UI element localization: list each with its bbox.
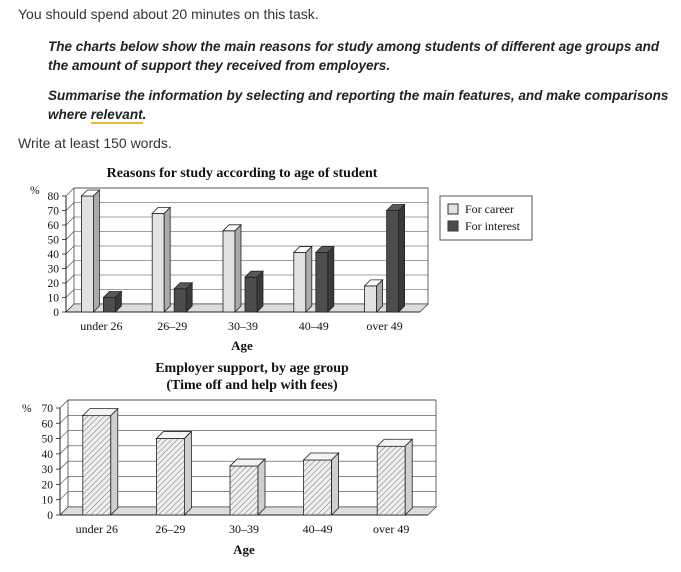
chart2-ytick-label: 10 (41, 494, 53, 507)
chart1-grid-diag (66, 290, 74, 298)
chart2-grid-diag (60, 461, 68, 469)
chart2-bar-front (230, 466, 258, 515)
chart1-title: Reasons for study according to age of student (106, 166, 378, 181)
chart2-bar-side (184, 432, 191, 515)
chart1-category-label: under 26 (80, 319, 123, 333)
chart1-plot (48, 188, 429, 333)
chart2-bar-side (258, 459, 265, 515)
chart2-category-label: 30–39 (229, 522, 259, 536)
chart1-ytick-label: 10 (47, 292, 59, 305)
chart1-ytick-label: 70 (47, 205, 59, 218)
chart2-bar-front (83, 416, 111, 515)
chart2-ytick-label: 70 (41, 403, 53, 415)
chart1-category-label: 26–29 (157, 319, 188, 333)
chart1-bar-career-side (306, 247, 312, 312)
chart1-bar-career (81, 190, 99, 312)
chart1-bar-interest (316, 247, 334, 312)
chart1-bar-interest-front (316, 253, 328, 312)
chart1-grid-diag (66, 261, 74, 269)
chart1-legend (440, 196, 532, 240)
chart1-grid-diag (66, 275, 74, 283)
task-description: The charts below show the main reasons for study among students of different age groups and the amount of support they received from employers. (48, 39, 660, 73)
chart1-bar-career-side (377, 280, 383, 312)
chart1-bar-interest-side (328, 247, 334, 312)
chart2-bar-front (377, 446, 405, 515)
chart1-bar-interest-side (257, 271, 263, 312)
chart2-category-label: 26–29 (155, 522, 186, 536)
legend-label-interest: For interest (465, 219, 520, 233)
chart1-ytick-label: 80 (47, 191, 59, 203)
chart2-bar-front (304, 460, 332, 515)
summary-end: . (142, 107, 147, 122)
chart2-grid-diag (60, 492, 68, 500)
chart1-category-label: over 49 (366, 319, 403, 333)
chart2-bar (83, 409, 118, 515)
chart2-subtitle: (Time off and help with fees) (166, 378, 338, 393)
chart2-title: Employer support, by age group (155, 361, 349, 376)
chart1-grid-diag (66, 232, 74, 240)
chart2-bar (156, 432, 191, 515)
chart1-ytick-label: 60 (47, 220, 59, 232)
chart1-ytick-label: 40 (47, 249, 59, 261)
legend-swatch-career (448, 204, 458, 214)
word-count-instruction: Write at least 150 words. (18, 135, 172, 151)
chart1-bar-interest-side (399, 205, 405, 313)
chart2-category-label: under 26 (75, 522, 118, 536)
chart2-bar-side (332, 453, 339, 515)
legend-label-career: For career (465, 202, 514, 216)
chart2-grid-diag (60, 446, 68, 454)
chart1-bar-career-side (164, 207, 170, 312)
chart1-bar-interest-front (174, 289, 186, 312)
chart1-bar-career-side (93, 190, 99, 312)
chart2-ytick-label: 60 (41, 418, 53, 431)
chart1-bar-interest-front (103, 298, 115, 313)
chart2-grid-diag (60, 415, 68, 423)
chart2-plot (42, 400, 437, 536)
chart2-bar (377, 439, 412, 515)
chart1-bar-career-front (365, 286, 377, 312)
chart1-bar-career (223, 225, 241, 312)
chart2-ytick-label: 30 (41, 464, 53, 477)
chart1-category-label: 40–49 (298, 319, 329, 333)
chart1-bar-career (294, 247, 312, 312)
chart2-xlabel: Age (233, 542, 255, 557)
chart2-bar-side (405, 439, 412, 515)
chart2-category-label: over 49 (373, 522, 410, 536)
chart1-bar-career (152, 207, 170, 312)
chart1-bar-interest-front (387, 211, 399, 313)
chart1-ytick-label: 0 (53, 307, 59, 319)
chart2-grid-diag (60, 400, 68, 408)
chart2-bar-side (111, 409, 118, 515)
chart1-grid-diag (66, 188, 74, 196)
chart1-bar-career-front (223, 231, 235, 312)
time-instruction: You should spend about 20 minutes on this task. (18, 6, 319, 22)
chart1-category-label: 30–39 (228, 319, 258, 333)
chart1-grid-diag (66, 217, 74, 225)
chart1-ytick-label: 30 (47, 263, 59, 276)
chart1-grid-diag (66, 203, 74, 211)
chart1-bar-career-side (235, 225, 241, 312)
chart2-grid-diag (60, 431, 68, 439)
chart2-ytick-label: 40 (41, 448, 53, 461)
chart2-bar (230, 459, 265, 515)
chart2-bar (304, 453, 339, 515)
legend-swatch-interest (448, 221, 458, 231)
summary-text: Summarise the information by selecting and reporting the main features, and make comparisons where (48, 88, 669, 122)
chart1-bar-interest-front (245, 277, 257, 312)
chart2-ylabel: % (22, 403, 32, 415)
chart1-bar-career-front (294, 253, 306, 312)
chart2-category-label: 40–49 (302, 522, 333, 536)
chart1-ytick-label: 50 (47, 234, 59, 247)
chart1-bar-career (365, 280, 383, 312)
chart2-ytick-label: 20 (41, 479, 53, 492)
chart1-xlabel: Age (231, 338, 253, 353)
chart1-bar-career-front (81, 196, 93, 312)
chart1-bar-interest (174, 283, 192, 312)
chart1-bar-career-front (152, 213, 164, 312)
chart1-grid-diag (66, 246, 74, 254)
chart2-ytick-label: 0 (47, 510, 53, 522)
chart1-ylabel: % (30, 185, 40, 197)
chart1-bar-interest (103, 292, 121, 313)
chart2-bar-front (156, 439, 184, 515)
chart2-ytick-label: 50 (41, 433, 53, 446)
chart1-ytick-label: 20 (47, 278, 59, 290)
chart2-grid-diag (60, 476, 68, 484)
chart1-bar-interest (245, 271, 263, 312)
chart1-bar-interest (387, 205, 405, 313)
relevant-highlight[interactable]: relevant (90, 107, 143, 122)
